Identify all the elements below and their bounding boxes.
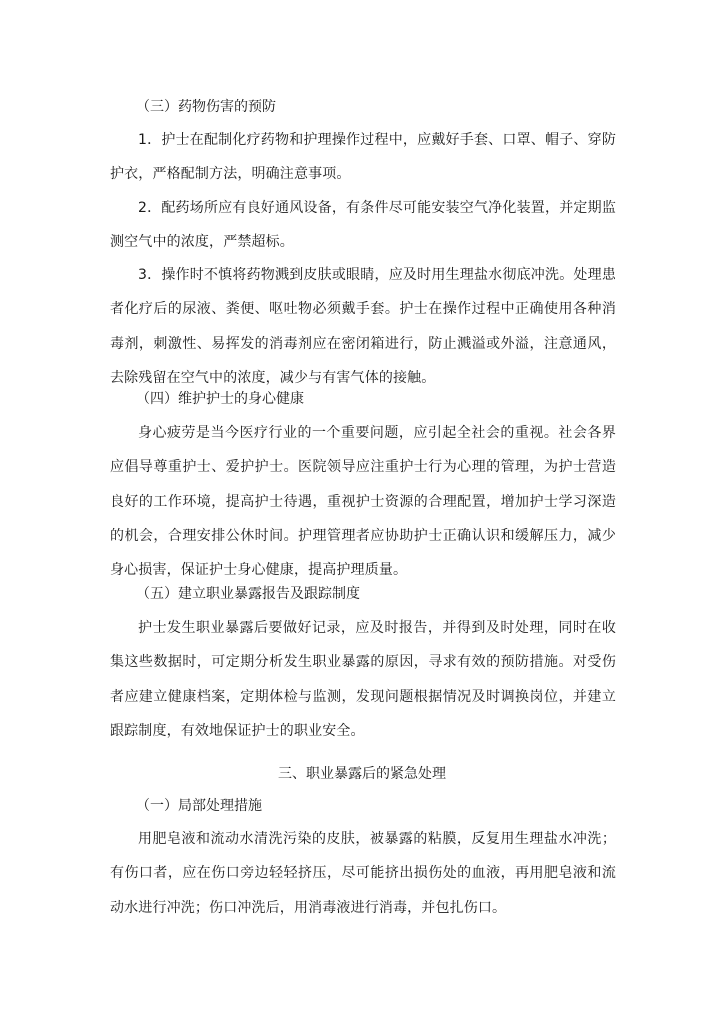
subheading-drug-injury-prevention: （三）药物伤害的预防 <box>136 99 276 115</box>
paragraph-nurse-health: 身心疲劳是当今医疗行业的一个重要问题，应引起全社会的重视。社会各界应倡导尊重护士、爱护护士。医院领导应注重护士行为心理的管理，为护士营造良好的工作环境，提高护士待遇，重视护士资源的合理配置，增加护士学习深造的机会，合理安排公休时间。护理管理者应协助护士正确认识和缓解压力，减少身心损害，保证护士身心健康，提高护理质量。 <box>110 425 616 579</box>
paragraph-exposure-reporting: 护士发生职业暴露后要做好记录，应及时报告，并得到及时处理，同时在收集这些数据时，可定期分析发生职业暴露的原因，寻求有效的预防措施。对受伤者应建立健康档案，定期体检与监测，发现问题根据情况及时调换岗位，并建立跟踪制度，有效地保证护士的职业安全。 <box>110 620 616 739</box>
paragraph-item-2: 2．配药场所应有良好通风设备，有条件尽可能安装空气净化装置，并定期监测空气中的浓度，严禁超标。 <box>110 200 616 251</box>
subheading-exposure-reporting: （五）建立职业暴露报告及跟踪制度 <box>136 586 360 602</box>
paragraph-local-measures: 用肥皂液和流动水清洗污染的皮肤，被暴露的粘膜，反复用生理盐水冲洗；有伤口者，应在伤口旁边轻轻挤压，尽可能挤出损伤处的血液，再用肥皂液和流动水进行冲洗；伤口冲洗后，用消毒液进行消毒，并包扎伤口。 <box>110 831 616 916</box>
subheading-nurse-health: （四）维护护士的身心健康 <box>136 391 304 407</box>
paragraph-item-3: 3．操作时不慎将药物溅到皮肤或眼睛，应及时用生理盐水彻底冲洗。处理患者化疗后的尿液、粪便、呕吐物必须戴手套。护士在操作过程中正确使用各种消毒剂，刺激性、易挥发的消毒剂应在密闭箱进行，防止溅溢或外溢，注意通风，去除残留在空气中的浓度，减少与有害气体的接触。 <box>110 267 616 386</box>
subheading-local-measures: （一）局部处理措施 <box>136 798 262 814</box>
section-title-emergency-handling: 三、职业暴露后的紧急处理 <box>278 766 446 782</box>
paragraph-item-1: 1．护士在配制化疗药物和护理操作过程中，应戴好手套、口罩、帽子、穿防护衣，严格配制方法，明确注意事项。 <box>110 132 616 183</box>
